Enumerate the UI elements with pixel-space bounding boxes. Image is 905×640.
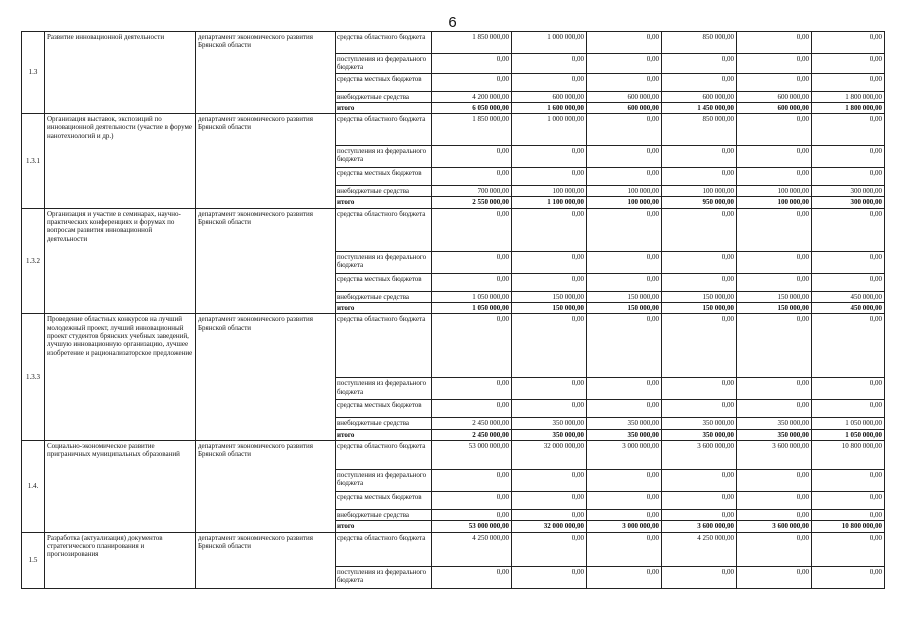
amount-cell: 150 000,00 [512,303,587,314]
amount-cell: 600 000,00 [587,91,662,102]
funding-source: итого [336,102,432,113]
amount-cell: 0,00 [512,273,587,291]
amount-cell: 850 000,00 [662,32,737,54]
amount-cell: 150 000,00 [587,303,662,314]
amount-cell: 100 000,00 [662,186,737,197]
amount-cell: 1 600 000,00 [512,102,587,113]
amount-cell: 0,00 [587,400,662,418]
funding-source: средства областного бюджета [336,32,432,54]
amount-cell: 0,00 [512,400,587,418]
amount-cell: 100 000,00 [512,186,587,197]
amount-cell: 0,00 [587,566,662,588]
amount-cell: 0,00 [662,251,737,273]
item-executor: департамент экономического развития Брянской области [196,114,336,209]
amount-cell: 700 000,00 [432,186,512,197]
amount-cell: 0,00 [587,273,662,291]
funding-source: внебюджетные средства [336,509,432,520]
amount-cell: 0,00 [432,251,512,273]
amount-cell: 0,00 [512,532,587,566]
item-executor: департамент экономического развития Брянской области [196,208,336,314]
amount-cell: 600 000,00 [587,102,662,113]
funding-source: средства областного бюджета [336,114,432,146]
amount-cell: 1 850 000,00 [432,114,512,146]
amount-cell: 0,00 [737,532,812,566]
amount-cell: 0,00 [432,378,512,400]
amount-cell: 0,00 [587,509,662,520]
amount-cell: 0,00 [512,146,587,168]
amount-cell: 300 000,00 [812,186,885,197]
amount-cell: 0,00 [512,491,587,509]
amount-cell: 0,00 [512,251,587,273]
item-executor: департамент экономического развития Брянской области [196,440,336,532]
amount-cell: 0,00 [812,491,885,509]
amount-cell: 0,00 [737,273,812,291]
funding-source: итого [336,303,432,314]
item-code: 1.3.1 [22,114,45,209]
amount-cell: 0,00 [587,378,662,400]
funding-source: поступления из федерального бюджета [336,54,432,74]
amount-cell: 0,00 [737,566,812,588]
amount-cell: 0,00 [662,73,737,91]
amount-cell: 1 050 000,00 [432,303,512,314]
amount-cell: 150 000,00 [587,291,662,302]
amount-cell: 0,00 [737,251,812,273]
amount-cell: 0,00 [512,566,587,588]
amount-cell: 0,00 [512,509,587,520]
funding-source: средства областного бюджета [336,208,432,251]
amount-cell: 0,00 [587,146,662,168]
amount-cell: 350 000,00 [662,418,737,429]
item-code: 1.3.3 [22,314,45,441]
amount-cell: 0,00 [662,54,737,74]
table-row [22,532,885,566]
item-name: Разработка (актуализация) документов стратегического планирования и прогнозирования [45,532,196,588]
amount-cell: 600 000,00 [662,91,737,102]
amount-cell: 0,00 [737,114,812,146]
amount-cell: 32 000 000,00 [512,521,587,532]
amount-cell: 0,00 [587,208,662,251]
amount-cell: 3 600 000,00 [737,521,812,532]
amount-cell: 0,00 [512,208,587,251]
amount-cell: 0,00 [812,168,885,186]
funding-source: поступления из федерального бюджета [336,146,432,168]
funding-source: поступления из федерального бюджета [336,469,432,491]
amount-cell: 0,00 [662,378,737,400]
funding-source: средства местных бюджетов [336,400,432,418]
amount-cell: 0,00 [812,54,885,74]
amount-cell: 350 000,00 [587,429,662,440]
page-number: 6 [448,14,457,31]
amount-cell: 350 000,00 [587,418,662,429]
amount-cell: 4 250 000,00 [662,532,737,566]
amount-cell: 0,00 [587,469,662,491]
amount-cell: 350 000,00 [737,418,812,429]
amount-cell: 0,00 [812,314,885,378]
amount-cell: 0,00 [812,378,885,400]
amount-cell: 0,00 [737,491,812,509]
amount-cell: 0,00 [432,469,512,491]
funding-source: итого [336,197,432,208]
amount-cell: 0,00 [662,168,737,186]
item-executor: департамент экономического развития Брянской области [196,532,336,588]
amount-cell: 1 800 000,00 [812,102,885,113]
amount-cell: 32 000 000,00 [512,440,587,469]
amount-cell: 850 000,00 [662,114,737,146]
amount-cell: 1 450 000,00 [662,102,737,113]
amount-cell: 150 000,00 [737,291,812,302]
amount-cell: 100 000,00 [737,186,812,197]
funding-source: внебюджетные средства [336,418,432,429]
amount-cell: 0,00 [812,114,885,146]
amount-cell: 100 000,00 [737,197,812,208]
amount-cell: 1 050 000,00 [812,418,885,429]
amount-cell: 150 000,00 [737,303,812,314]
amount-cell: 0,00 [432,509,512,520]
funding-source: средства областного бюджета [336,440,432,469]
amount-cell: 0,00 [432,73,512,91]
amount-cell: 100 000,00 [587,197,662,208]
amount-cell: 3 600 000,00 [737,440,812,469]
item-name: Организация и участие в семинарах, научно-практических конференциях и форумах по вопросам развития инновационной деятельности [45,208,196,314]
amount-cell: 350 000,00 [662,429,737,440]
funding-source: средства местных бюджетов [336,491,432,509]
funding-source: внебюджетные средства [336,291,432,302]
amount-cell: 0,00 [587,168,662,186]
amount-cell: 950 000,00 [662,197,737,208]
funding-source: поступления из федерального бюджета [336,566,432,588]
amount-cell: 0,00 [432,400,512,418]
amount-cell: 0,00 [662,509,737,520]
table-row [22,314,885,378]
amount-cell: 0,00 [737,146,812,168]
funding-source: внебюджетные средства [336,91,432,102]
item-name: Организация выставок, экспозиций по инновационной деятельности (участие в форуме нанотехнологий и др.) [45,114,196,209]
amount-cell: 450 000,00 [812,303,885,314]
amount-cell: 0,00 [512,54,587,74]
amount-cell: 0,00 [662,146,737,168]
table-row [22,32,885,54]
item-code: 1.5 [22,532,45,588]
funding-source: внебюджетные средства [336,186,432,197]
amount-cell: 0,00 [512,73,587,91]
amount-cell: 0,00 [662,400,737,418]
amount-cell: 0,00 [512,168,587,186]
budget-table [21,31,885,589]
amount-cell: 350 000,00 [737,429,812,440]
amount-cell: 3 600 000,00 [662,521,737,532]
amount-cell: 0,00 [812,208,885,251]
amount-cell: 1 850 000,00 [432,32,512,54]
amount-cell: 0,00 [812,509,885,520]
amount-cell: 0,00 [737,378,812,400]
funding-source: итого [336,429,432,440]
amount-cell: 100 000,00 [587,186,662,197]
amount-cell: 350 000,00 [512,418,587,429]
table-row [22,114,885,146]
amount-cell: 1 800 000,00 [812,91,885,102]
amount-cell: 1 050 000,00 [432,291,512,302]
amount-cell: 0,00 [737,509,812,520]
amount-cell: 0,00 [737,54,812,74]
funding-source: итого [336,521,432,532]
funding-source: средства местных бюджетов [336,168,432,186]
amount-cell: 2 450 000,00 [432,418,512,429]
amount-cell: 0,00 [737,73,812,91]
amount-cell: 600 000,00 [512,91,587,102]
amount-cell: 3 600 000,00 [662,440,737,469]
amount-cell: 0,00 [587,251,662,273]
amount-cell: 0,00 [587,314,662,378]
item-code: 1.3 [22,32,45,114]
amount-cell: 53 000 000,00 [432,521,512,532]
amount-cell: 10 800 000,00 [812,440,885,469]
amount-cell: 0,00 [812,146,885,168]
amount-cell: 0,00 [587,532,662,566]
amount-cell: 2 550 000,00 [432,197,512,208]
amount-cell: 0,00 [737,469,812,491]
table-row [22,208,885,251]
amount-cell: 0,00 [432,273,512,291]
amount-cell: 0,00 [737,168,812,186]
amount-cell: 0,00 [812,532,885,566]
amount-cell: 0,00 [662,314,737,378]
amount-cell: 2 450 000,00 [432,429,512,440]
amount-cell: 0,00 [812,400,885,418]
amount-cell: 0,00 [812,73,885,91]
amount-cell: 150 000,00 [512,291,587,302]
amount-cell: 600 000,00 [737,91,812,102]
amount-cell: 150 000,00 [662,291,737,302]
amount-cell: 0,00 [812,566,885,588]
amount-cell: 1 100 000,00 [512,197,587,208]
amount-cell: 3 000 000,00 [587,521,662,532]
amount-cell: 0,00 [432,491,512,509]
amount-cell: 0,00 [587,32,662,54]
funding-source: средства областного бюджета [336,532,432,566]
amount-cell: 0,00 [512,378,587,400]
amount-cell: 0,00 [812,273,885,291]
amount-cell: 1 000 000,00 [512,114,587,146]
amount-cell: 0,00 [512,314,587,378]
amount-cell: 0,00 [812,469,885,491]
amount-cell: 1 000 000,00 [512,32,587,54]
amount-cell: 10 800 000,00 [812,521,885,532]
amount-cell: 0,00 [662,491,737,509]
amount-cell: 450 000,00 [812,291,885,302]
amount-cell: 1 050 000,00 [812,429,885,440]
amount-cell: 0,00 [662,566,737,588]
amount-cell: 0,00 [812,251,885,273]
amount-cell: 0,00 [587,54,662,74]
item-name: Развитие инновационной деятельности [45,32,196,114]
amount-cell: 0,00 [662,273,737,291]
funding-source: средства местных бюджетов [336,73,432,91]
amount-cell: 600 000,00 [737,102,812,113]
amount-cell: 350 000,00 [512,429,587,440]
amount-cell: 0,00 [737,32,812,54]
amount-cell: 0,00 [662,469,737,491]
item-executor: департамент экономического развития Брянской области [196,32,336,114]
item-code: 1.4. [22,440,45,532]
item-name: Социально-экономическое развитие приграничных муниципальных образований [45,440,196,532]
table-row [22,440,885,469]
funding-source: средства местных бюджетов [336,273,432,291]
amount-cell: 0,00 [737,208,812,251]
amount-cell: 150 000,00 [662,303,737,314]
funding-source: поступления из федерального бюджета [336,251,432,273]
amount-cell: 0,00 [432,168,512,186]
item-name: Проведение областных конкурсов на лучший молодежный проект, лучший инновационный проект студентов брянских учебных заведений, лучшую инновационную организацию, лучшее изобретение и рационализаторское предложение [45,314,196,441]
amount-cell: 300 000,00 [812,197,885,208]
amount-cell: 0,00 [432,208,512,251]
amount-cell: 0,00 [737,314,812,378]
amount-cell: 0,00 [432,146,512,168]
amount-cell: 0,00 [432,314,512,378]
amount-cell: 0,00 [812,32,885,54]
amount-cell: 0,00 [587,114,662,146]
amount-cell: 0,00 [662,208,737,251]
item-executor: департамент экономического развития Брянской области [196,314,336,441]
amount-cell: 0,00 [512,469,587,491]
item-code: 1.3.2 [22,208,45,314]
amount-cell: 4 250 000,00 [432,532,512,566]
funding-source: средства областного бюджета [336,314,432,378]
amount-cell: 0,00 [587,491,662,509]
amount-cell: 4 200 000,00 [432,91,512,102]
amount-cell: 0,00 [587,73,662,91]
funding-source: поступления из федерального бюджета [336,378,432,400]
amount-cell: 0,00 [432,566,512,588]
amount-cell: 3 000 000,00 [587,440,662,469]
amount-cell: 0,00 [432,54,512,74]
table-body [22,32,885,589]
amount-cell: 6 050 000,00 [432,102,512,113]
amount-cell: 53 000 000,00 [432,440,512,469]
amount-cell: 0,00 [737,400,812,418]
